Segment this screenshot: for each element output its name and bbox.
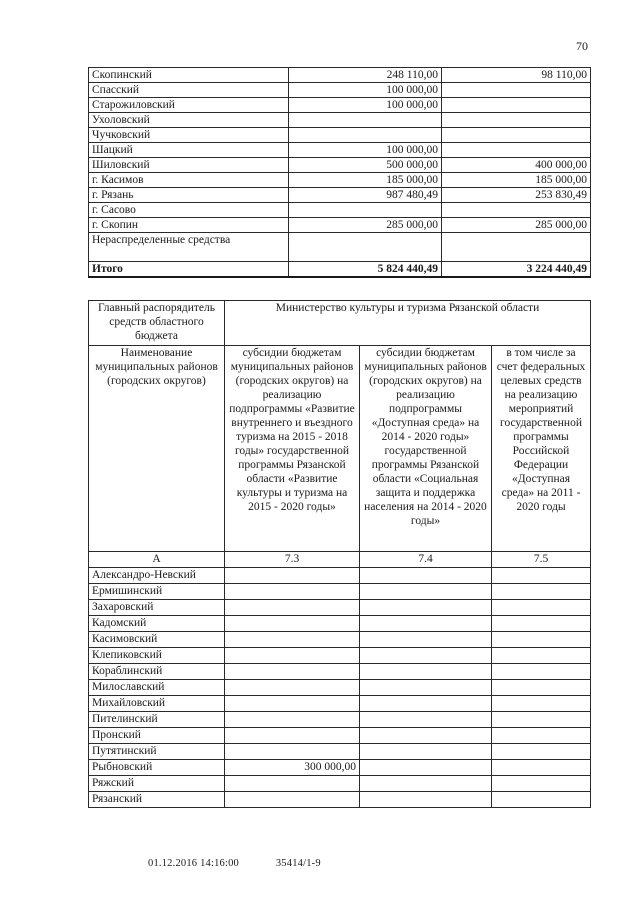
amount-cell: [289, 113, 442, 128]
amount-cell: 253 830,49: [442, 188, 591, 203]
amount-cell: [360, 584, 492, 600]
table-row: [89, 143, 591, 158]
subsidy-table: [88, 300, 591, 808]
table-row: [89, 664, 591, 680]
amount-cell: [225, 696, 360, 712]
table-row: [89, 68, 591, 83]
subsidy-table-body: [89, 301, 591, 808]
district-name: Пронский: [89, 728, 225, 744]
amount-cell: [225, 616, 360, 632]
table-row: [89, 98, 591, 113]
amount-cell: [225, 744, 360, 760]
table-row: [89, 113, 591, 128]
district-name: Михайловский: [89, 696, 225, 712]
table-row: [89, 696, 591, 712]
district-name: Пителинский: [89, 712, 225, 728]
amount-cell: 248 110,00: [289, 68, 442, 83]
column-header-name: Наименование муниципальных районов (городских округов): [89, 346, 225, 552]
table-row: [89, 728, 591, 744]
district-name: Шацкий: [89, 143, 289, 158]
column-header-row: [89, 346, 591, 552]
amount-cell: [360, 760, 492, 776]
amount-cell: [492, 616, 591, 632]
table-row: [89, 188, 591, 203]
amount-cell: 185 000,00: [289, 173, 442, 188]
amount-cell: [225, 632, 360, 648]
amount-cell: 300 000,00: [225, 760, 360, 776]
district-name: г. Касимов: [89, 173, 289, 188]
amount-cell: [492, 696, 591, 712]
table-row: [89, 83, 591, 98]
district-name: г. Сасово: [89, 203, 289, 218]
funding-table-continued: [88, 67, 591, 278]
table-row: [89, 792, 591, 808]
amount-cell: [360, 648, 492, 664]
amount-cell: [442, 113, 591, 128]
district-name: Шиловский: [89, 158, 289, 173]
amount-cell: [225, 776, 360, 792]
unallocated-row-amount: [289, 233, 442, 262]
amount-cell: [442, 143, 591, 158]
district-name: Рыбновский: [89, 760, 225, 776]
amount-cell: [442, 128, 591, 143]
table-row: [89, 744, 591, 760]
amount-cell: [225, 584, 360, 600]
amount-cell: 400 000,00: [442, 158, 591, 173]
amount-cell: [492, 584, 591, 600]
amount-cell: [225, 568, 360, 584]
amount-cell: [225, 728, 360, 744]
table-row: [89, 632, 591, 648]
amount-cell: [289, 128, 442, 143]
document-footer: [148, 858, 355, 869]
table-row: [89, 712, 591, 728]
amount-cell: 100 000,00: [289, 83, 442, 98]
column-header-7-3: субсидии бюджетам муниципальных районов (городских округов) на реализацию подпрограммы «Развитие внутреннего и въездного туризма на 2015 - 2018 годы» государственной программы Рязанской области «Развитие культуры и туризма на 2015 - 2020 годы»: [225, 346, 360, 552]
amount-cell: 500 000,00: [289, 158, 442, 173]
amount-cell: [360, 776, 492, 792]
amount-cell: 285 000,00: [442, 218, 591, 233]
page-number: 70: [576, 39, 588, 53]
table-row: [89, 203, 591, 218]
table-row: [89, 584, 591, 600]
district-name: Скопинский: [89, 68, 289, 83]
amount-cell: [360, 696, 492, 712]
amount-cell: [442, 203, 591, 218]
amount-cell: [225, 680, 360, 696]
table-row: [89, 218, 591, 233]
ministry-name: Министерство культуры и туризма Рязанской области: [225, 301, 591, 346]
district-name: г. Скопин: [89, 218, 289, 233]
amount-cell: [360, 712, 492, 728]
district-name: Кадомский: [89, 616, 225, 632]
amount-cell: 987 480,49: [289, 188, 442, 203]
district-name: Старожиловский: [89, 98, 289, 113]
total-row-amount: 3 224 440,49: [442, 262, 591, 278]
amount-cell: [492, 760, 591, 776]
amount-cell: 100 000,00: [289, 98, 442, 113]
district-name: Путятинский: [89, 744, 225, 760]
amount-cell: [225, 792, 360, 808]
table-row: [89, 648, 591, 664]
district-name: Ухоловский: [89, 113, 289, 128]
amount-cell: [360, 600, 492, 616]
amount-cell: [492, 728, 591, 744]
table-row: [89, 173, 591, 188]
amount-cell: [289, 203, 442, 218]
district-name: Клепиковский: [89, 648, 225, 664]
table-row: [89, 600, 591, 616]
table-row: [89, 776, 591, 792]
index-7-4: 7.4: [360, 552, 492, 568]
amount-cell: [360, 664, 492, 680]
district-name: Александро-Невский: [89, 568, 225, 584]
district-name: Захаровский: [89, 600, 225, 616]
district-name: Ряжский: [89, 776, 225, 792]
footer-datetime: 01.12.2016 14:16:00: [148, 858, 240, 869]
amount-cell: 100 000,00: [289, 143, 442, 158]
district-name: Рязанский: [89, 792, 225, 808]
index-7-3: 7.3: [225, 552, 360, 568]
distributor-row: [89, 301, 591, 346]
total-row: [89, 262, 591, 278]
table-row: [89, 158, 591, 173]
amount-cell: [225, 648, 360, 664]
amount-cell: [225, 712, 360, 728]
amount-cell: 285 000,00: [289, 218, 442, 233]
amount-cell: [492, 712, 591, 728]
district-name: Кораблинский: [89, 664, 225, 680]
amount-cell: [360, 632, 492, 648]
amount-cell: [360, 728, 492, 744]
district-name: Касимовский: [89, 632, 225, 648]
index-7-5: 7.5: [492, 552, 591, 568]
table-row: [89, 680, 591, 696]
amount-cell: [225, 600, 360, 616]
column-header-7-4: субсидии бюджетам муниципальных районов (городских округов) на реализацию подпрограммы «Доступная среда» на 2014 - 2020 годы» государственной программы Рязанской области «Социальная защита и поддержка населения на 2014 - 2020 годы»: [360, 346, 492, 552]
district-name: г. Рязань: [89, 188, 289, 203]
table-row: [89, 760, 591, 776]
unallocated-row-amount: [442, 233, 591, 262]
amount-cell: [492, 600, 591, 616]
district-name: Чучковский: [89, 128, 289, 143]
amount-cell: [492, 632, 591, 648]
amount-cell: [492, 744, 591, 760]
district-name: Милославский: [89, 680, 225, 696]
amount-cell: [360, 616, 492, 632]
amount-cell: [442, 98, 591, 113]
table-row: [89, 128, 591, 143]
table-row: [89, 616, 591, 632]
amount-cell: [360, 568, 492, 584]
amount-cell: [492, 680, 591, 696]
unallocated-row: [89, 233, 591, 262]
amount-cell: [492, 776, 591, 792]
table-row: [89, 568, 591, 584]
amount-cell: 98 110,00: [442, 68, 591, 83]
amount-cell: [492, 648, 591, 664]
amount-cell: [492, 568, 591, 584]
main-distributor-label: Главный распорядитель средств областного бюджета: [89, 301, 225, 346]
amount-cell: [360, 744, 492, 760]
amount-cell: [492, 792, 591, 808]
amount-cell: [442, 83, 591, 98]
index-row: [89, 552, 591, 568]
amount-cell: [360, 792, 492, 808]
district-name: Ермишинский: [89, 584, 225, 600]
amount-cell: [225, 664, 360, 680]
amount-cell: [360, 680, 492, 696]
district-name: Спасский: [89, 83, 289, 98]
footer-doc-id: 35414/1-9: [275, 858, 321, 869]
unallocated-row-label: Нераспределенные средства: [89, 233, 289, 262]
amount-cell: [492, 664, 591, 680]
index-a: А: [89, 552, 225, 568]
column-header-7-5: в том числе за счет федеральных целевых средств на реализацию мероприятий государственной программы Российской Федерации «Доступная среда» на 2011 - 2020 годы: [492, 346, 591, 552]
total-row-label: Итого: [89, 262, 289, 278]
funding-table-body: [89, 68, 591, 278]
total-row-amount: 5 824 440,49: [289, 262, 442, 278]
amount-cell: 185 000,00: [442, 173, 591, 188]
